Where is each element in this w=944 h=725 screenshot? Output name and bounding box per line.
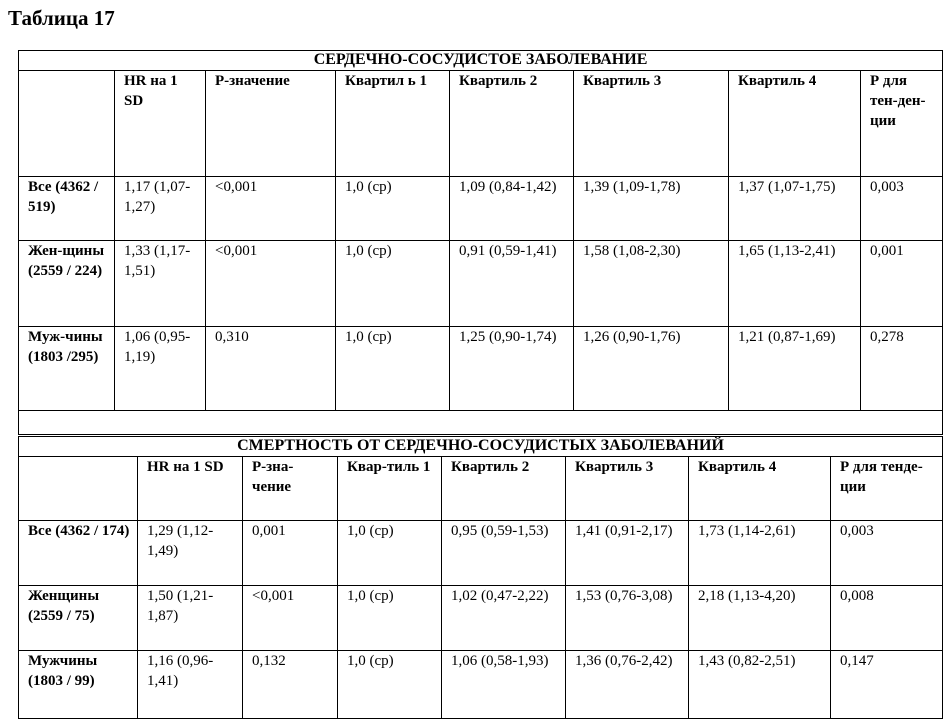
table1-cell: 1,26 (0,90-1,76) bbox=[574, 327, 729, 411]
table1-cell: 1,33 (1,17-1,51) bbox=[115, 241, 206, 327]
cardiovascular-mortality-table bbox=[18, 436, 943, 719]
table2-cell: 1,50 (1,21-1,87) bbox=[138, 586, 243, 651]
table2-cell: 1,43 (0,82-2,51) bbox=[689, 651, 831, 719]
table2-column-header bbox=[19, 457, 138, 521]
table1-cell: 1,21 (0,87-1,69) bbox=[729, 327, 861, 411]
table2-cell: 0,147 bbox=[831, 651, 943, 719]
table2-cell: 1,53 (0,76-3,08) bbox=[566, 586, 689, 651]
table2-column-header: Квартиль 2 bbox=[442, 457, 566, 521]
table1-column-header bbox=[19, 71, 115, 177]
table1-row bbox=[19, 327, 943, 411]
table1-column-header: HR на 1 SD bbox=[115, 71, 206, 177]
table2-cell: 1,73 (1,14-2,61) bbox=[689, 521, 831, 586]
table1-row-label: Все (4362 / 519) bbox=[19, 177, 115, 241]
table2-column-header: Квартиль 4 bbox=[689, 457, 831, 521]
table2-column-header: Р-зна-чение bbox=[243, 457, 338, 521]
table1-cell: 1,25 (0,90-1,74) bbox=[450, 327, 574, 411]
table2-cell: 1,0 (ср) bbox=[338, 651, 442, 719]
table1-column-header-row bbox=[19, 71, 943, 177]
table2-column-header: Квартиль 3 bbox=[566, 457, 689, 521]
table1-row-label: Жен-щины (2559 / 224) bbox=[19, 241, 115, 327]
table2-row bbox=[19, 521, 943, 586]
table2-row bbox=[19, 586, 943, 651]
table1-column-header: Квартил ь 1 bbox=[336, 71, 450, 177]
table1-cell: 1,0 (ср) bbox=[336, 327, 450, 411]
table1-spacer bbox=[19, 411, 943, 435]
table1-spacer-row bbox=[19, 411, 943, 435]
table2-row-label: Все (4362 / 174) bbox=[19, 521, 138, 586]
table2-cell: 0,003 bbox=[831, 521, 943, 586]
table1-cell: 1,58 (1,08-2,30) bbox=[574, 241, 729, 327]
table1-column-header: Квартиль 2 bbox=[450, 71, 574, 177]
table1-cell: 1,06 (0,95-1,19) bbox=[115, 327, 206, 411]
table1-row bbox=[19, 241, 943, 327]
table1-cell: <0,001 bbox=[206, 241, 336, 327]
table2-cell: 0,132 bbox=[243, 651, 338, 719]
table2-cell: 1,0 (ср) bbox=[338, 521, 442, 586]
table2-cell: 0,95 (0,59-1,53) bbox=[442, 521, 566, 586]
table1-row bbox=[19, 177, 943, 241]
table1-column-header: Р-значение bbox=[206, 71, 336, 177]
table2-column-header-row bbox=[19, 457, 943, 521]
table1-column-header: Квартиль 3 bbox=[574, 71, 729, 177]
table2-cell: 1,16 (0,96-1,41) bbox=[138, 651, 243, 719]
table2-cell: 1,02 (0,47-2,22) bbox=[442, 586, 566, 651]
table2-cell: 0,008 bbox=[831, 586, 943, 651]
table1-cell: 0,001 bbox=[861, 241, 943, 327]
table1-row-label: Муж-чины (1803 /295) bbox=[19, 327, 115, 411]
table2-heading: СМЕРТНОСТЬ ОТ СЕРДЕЧНО-СОСУДИСТЫХ ЗАБОЛЕВАНИЙ bbox=[19, 437, 943, 457]
table2-column-header: HR на 1 SD bbox=[138, 457, 243, 521]
table1-cell: 1,17 (1,07-1,27) bbox=[115, 177, 206, 241]
table2-column-header: Квар-тиль 1 bbox=[338, 457, 442, 521]
table1-column-header: Р для тен-ден-ции bbox=[861, 71, 943, 177]
table2-cell: 1,29 (1,12-1,49) bbox=[138, 521, 243, 586]
table2-heading-row bbox=[19, 437, 943, 457]
table2-column-header: Р для тенде-ции bbox=[831, 457, 943, 521]
table1-heading-row bbox=[19, 51, 943, 71]
table1-cell: 0,278 bbox=[861, 327, 943, 411]
table2-cell: 1,06 (0,58-1,93) bbox=[442, 651, 566, 719]
table1-cell: 1,09 (0,84-1,42) bbox=[450, 177, 574, 241]
table2-cell: 0,001 bbox=[243, 521, 338, 586]
table1-heading: СЕРДЕЧНО-СОСУДИСТОЕ ЗАБОЛЕВАНИЕ bbox=[19, 51, 943, 71]
table1-cell: 0,91 (0,59-1,41) bbox=[450, 241, 574, 327]
table2-row-label: Мужчины (1803 / 99) bbox=[19, 651, 138, 719]
table1-cell: 1,0 (ср) bbox=[336, 177, 450, 241]
table1-cell: <0,001 bbox=[206, 177, 336, 241]
table2-cell: 1,0 (ср) bbox=[338, 586, 442, 651]
table2-cell: 1,36 (0,76-2,42) bbox=[566, 651, 689, 719]
cardiovascular-disease-table bbox=[18, 50, 943, 435]
page-title: Таблица 17 bbox=[8, 6, 115, 30]
table2-row-label: Женщины (2559 / 75) bbox=[19, 586, 138, 651]
table1-cell: 1,37 (1,07-1,75) bbox=[729, 177, 861, 241]
table2-row bbox=[19, 651, 943, 719]
table1-cell: 1,0 (ср) bbox=[336, 241, 450, 327]
table2-cell: 1,41 (0,91-2,17) bbox=[566, 521, 689, 586]
table2-cell: 2,18 (1,13-4,20) bbox=[689, 586, 831, 651]
table1-cell: 1,39 (1,09-1,78) bbox=[574, 177, 729, 241]
table1-cell: 1,65 (1,13-2,41) bbox=[729, 241, 861, 327]
table1-column-header: Квартиль 4 bbox=[729, 71, 861, 177]
table1-cell: 0,003 bbox=[861, 177, 943, 241]
table2-cell: <0,001 bbox=[243, 586, 338, 651]
table1-cell: 0,310 bbox=[206, 327, 336, 411]
